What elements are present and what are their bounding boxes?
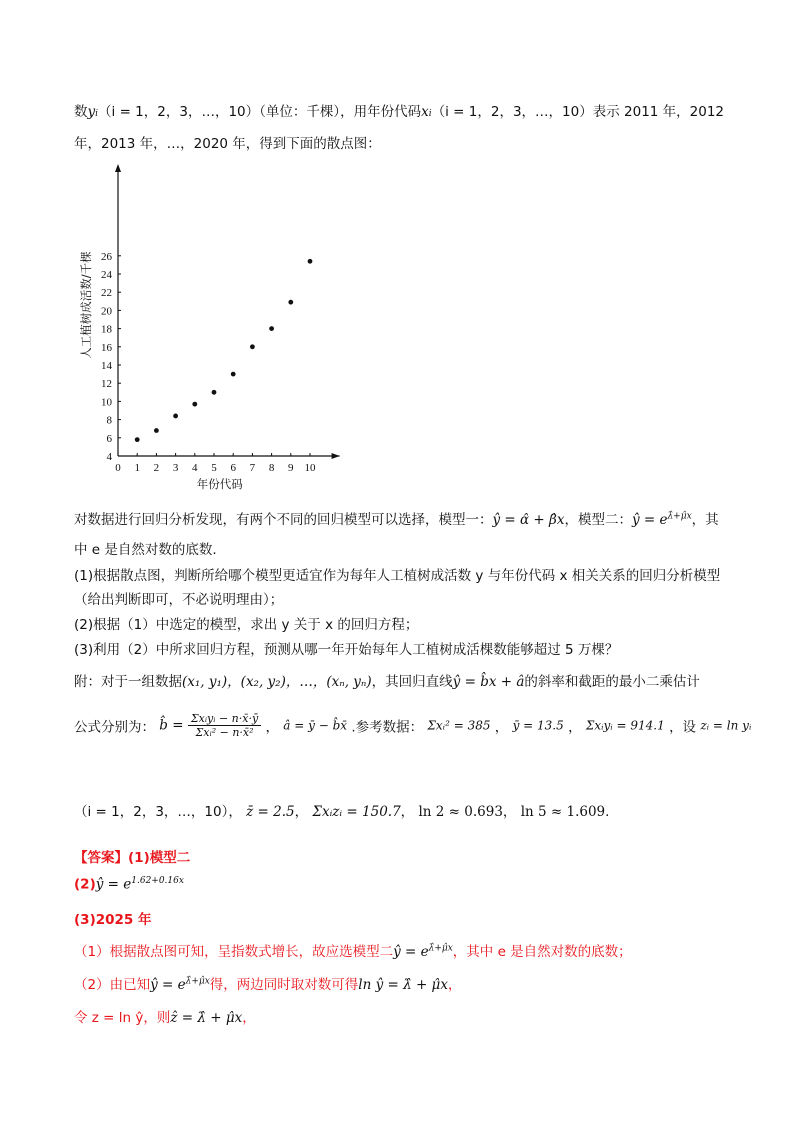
analysis-line-1 bbox=[74, 508, 719, 528]
z-definition: zᵢ = ln yᵢ bbox=[700, 718, 752, 733]
model2-formula: ŷ = e bbox=[631, 512, 668, 528]
ref-label: .参考数据： bbox=[351, 719, 424, 736]
unit-text: （单位：千棵），用年份代码 bbox=[259, 104, 422, 120]
b-lhs: b̂ = bbox=[159, 717, 184, 734]
answer-1: (1)模型二 bbox=[128, 850, 191, 866]
intro-text: 数 bbox=[74, 104, 88, 120]
var-y: y bbox=[87, 104, 96, 120]
appendix-formula-row: 公式分别为： b̂ = $\frac{\text{Σxᵢyᵢ − n·x̄·ȳ}}{\text{Σxᵢ² − n·x̄²}}$ ， â = ȳ − b̂x̄ .参考数据： Σxᵢ² = 385 ， ȳ = 13.5 ， Σxᵢyᵢ = 914.1 ，设 zᵢ = ln yᵢ bbox=[74, 712, 752, 739]
y-tick-label: 18 bbox=[101, 323, 112, 336]
solution-line-1 bbox=[74, 940, 632, 960]
data-point bbox=[269, 326, 274, 331]
x-tick-label: 4 bbox=[192, 462, 198, 474]
ref-sum-xy: Σxᵢyᵢ = 914.1 bbox=[585, 718, 665, 733]
y-tick-label: 4 bbox=[106, 451, 112, 463]
appendix-mid: ，其回归直线 bbox=[371, 674, 453, 690]
data-point bbox=[154, 428, 159, 433]
y-axis-arrow bbox=[115, 164, 121, 172]
y-tick-label: 6 bbox=[106, 432, 112, 445]
x-tick-label: 5 bbox=[211, 462, 217, 474]
data-point bbox=[250, 344, 255, 349]
x-tick-label: 10 bbox=[304, 462, 316, 474]
appendix-line-1 bbox=[74, 670, 700, 690]
range2-text: （i = 1，2，3，…，10）表示 2011 年，2012 bbox=[431, 104, 725, 120]
analysis-post: ，其 bbox=[691, 512, 719, 528]
intro-line-2: 年，2013 年，…，2020 年，得到下面的散点图： bbox=[74, 136, 381, 152]
appendix-post: 的斜率和截距的最小二乘估计 bbox=[524, 674, 700, 690]
analysis-mid: ，模型二： bbox=[564, 512, 632, 528]
x-tick-label: 1 bbox=[134, 462, 140, 474]
index-range: （i = 1，2，3，…，10）， bbox=[74, 804, 242, 820]
x-tick-label: 6 bbox=[230, 462, 236, 474]
chart-ylabel: 人工植树成活数/千棵 bbox=[79, 251, 93, 359]
data-point bbox=[308, 259, 313, 264]
solution-line-2 bbox=[74, 973, 461, 993]
analysis-line-2: 中 e 是自然对数的底数. bbox=[74, 542, 217, 558]
solution-2-mid: 得，两边同时取对数可得 bbox=[209, 977, 359, 993]
answer-2-exponent: 1.62+0.16x bbox=[131, 876, 184, 886]
appendix-line-3: （i = 1，2，3，…，10）， z̄ = 2.5， Σxᵢzᵢ = 150.7， ln 2 ≈ 0.693， ln 5 ≈ 1.609. bbox=[74, 804, 610, 820]
chart-xlabel: 年份代码 bbox=[196, 477, 243, 491]
formula-label: 公式分别为： bbox=[74, 719, 155, 736]
solution-1-post: ，其中 e 是自然对数的底数； bbox=[452, 944, 632, 960]
y-tick-label: 12 bbox=[101, 378, 112, 391]
data-point bbox=[192, 402, 197, 407]
data-pairs: (x₁, y₁)，(x₂, y₂)，…，(xₙ, yₙ) bbox=[182, 674, 372, 690]
chart-ticks bbox=[101, 251, 316, 474]
y-tick-label: 24 bbox=[101, 269, 112, 281]
answer-label: 【答案】 bbox=[74, 850, 128, 866]
sub-i: i bbox=[95, 109, 99, 119]
solution-1-text: （1）根据散点图可知，呈指数式增长，故应选模型二 bbox=[74, 944, 394, 960]
ref-ln2: ln 2 ≈ 0.693 bbox=[418, 804, 503, 820]
b-fraction bbox=[188, 712, 261, 739]
b-numerator: Σxᵢyᵢ − n·x̄·ȳ bbox=[188, 712, 261, 726]
question-1: (1)根据散点图，判断所给哪个模型更适宜作为每年人工植树成活数 y 与年份代码 x 相关关系的回归分析模型 bbox=[74, 568, 721, 584]
y-tick-label: 22 bbox=[101, 287, 112, 300]
y-tick-label: 14 bbox=[101, 360, 112, 372]
solution-3-formula: ẑ = λ̂ + μ̂x bbox=[170, 1010, 243, 1026]
regression-line-eq: ŷ = b̂x + â bbox=[452, 674, 525, 690]
solution-2-exponent: λ̂+μ̂x bbox=[185, 976, 210, 987]
ref-zbar: z̄ = 2.5 bbox=[246, 804, 295, 820]
b-denominator: Σxᵢ² − n·x̄² bbox=[195, 726, 254, 739]
ref-sum-xz: Σxᵢzᵢ = 150.7 bbox=[312, 804, 401, 820]
question-1-note: （给出判断即可，不必说明理由）； bbox=[74, 592, 284, 608]
sub-i-2: i bbox=[428, 109, 432, 119]
answer-2-formula: ŷ = e bbox=[95, 876, 132, 893]
intro-line-1 bbox=[74, 100, 724, 120]
model1-formula: ŷ = α̂ + β̂x bbox=[492, 512, 565, 528]
model2-exponent: λ̂+μ̂x bbox=[667, 511, 692, 522]
x-tick-label: 8 bbox=[268, 462, 275, 474]
solution-2-formula: ŷ = e bbox=[150, 977, 186, 993]
chart-axes bbox=[115, 164, 340, 459]
solution-2-post: ， bbox=[447, 977, 462, 993]
range-text: （i = 1，2，3，…，10） bbox=[98, 104, 260, 120]
solution-3-post: ， bbox=[242, 1010, 256, 1026]
question-2: (2)根据（1）中选定的模型，求出 y 关于 x 的回归方程； bbox=[74, 617, 419, 633]
solution-1-formula: ŷ = e bbox=[393, 944, 429, 960]
data-point bbox=[288, 300, 293, 305]
scatter-chart bbox=[74, 160, 364, 495]
y-tick-label: 8 bbox=[106, 414, 112, 427]
y-tick-label: 10 bbox=[101, 396, 112, 409]
x-tick-label: 2 bbox=[153, 462, 160, 474]
y-tick-label: 20 bbox=[101, 305, 112, 318]
x-tick-label: 3 bbox=[172, 462, 179, 474]
a-formula: â = ȳ − b̂x̄ bbox=[283, 718, 348, 733]
solution-2-text: （2）由已知 bbox=[74, 977, 151, 993]
solution-line-3 bbox=[74, 1006, 256, 1026]
data-point bbox=[135, 437, 140, 442]
solution-1-exponent: λ̂+μ̂x bbox=[428, 943, 453, 954]
solution-2-log: ln ŷ = λ̂ + μ̂x bbox=[358, 977, 448, 993]
data-point bbox=[212, 390, 217, 395]
data-point bbox=[231, 372, 236, 377]
y-tick-label: 26 bbox=[101, 250, 112, 263]
ref-ybar: ȳ = 13.5 bbox=[512, 718, 564, 733]
ref-sum-x2: Σxᵢ² = 385 bbox=[427, 718, 491, 733]
chart-points bbox=[135, 259, 313, 442]
x-tick-label: 7 bbox=[249, 462, 256, 474]
solution-3-text: 令 z = ln ŷ，则 bbox=[74, 1010, 171, 1026]
data-point bbox=[173, 414, 178, 419]
appendix-text: 附：对于一组数据 bbox=[74, 674, 182, 690]
var-x: x bbox=[421, 104, 429, 120]
answer-line-2 bbox=[74, 876, 184, 893]
x-axis-arrow bbox=[332, 453, 340, 459]
answer-2-label: (2) bbox=[74, 876, 96, 893]
x-tick-label: 0 bbox=[115, 462, 121, 474]
ref-ln5: ln 5 ≈ 1.609 bbox=[520, 804, 606, 820]
question-3: (3)利用（2）中所求回归方程，预测从哪一年开始每年人工植树成活棵数能够超过 5 万棵？ bbox=[74, 642, 619, 658]
answer-3: (3)2025 年 bbox=[74, 912, 152, 928]
x-tick-label: 9 bbox=[288, 462, 294, 474]
answer-line-1 bbox=[74, 846, 190, 866]
analysis-text: 对数据进行回归分析发现，有两个不同的回归模型可以选择，模型一： bbox=[74, 512, 493, 528]
y-tick-label: 16 bbox=[101, 341, 112, 354]
set-text: ，设 bbox=[669, 719, 697, 736]
